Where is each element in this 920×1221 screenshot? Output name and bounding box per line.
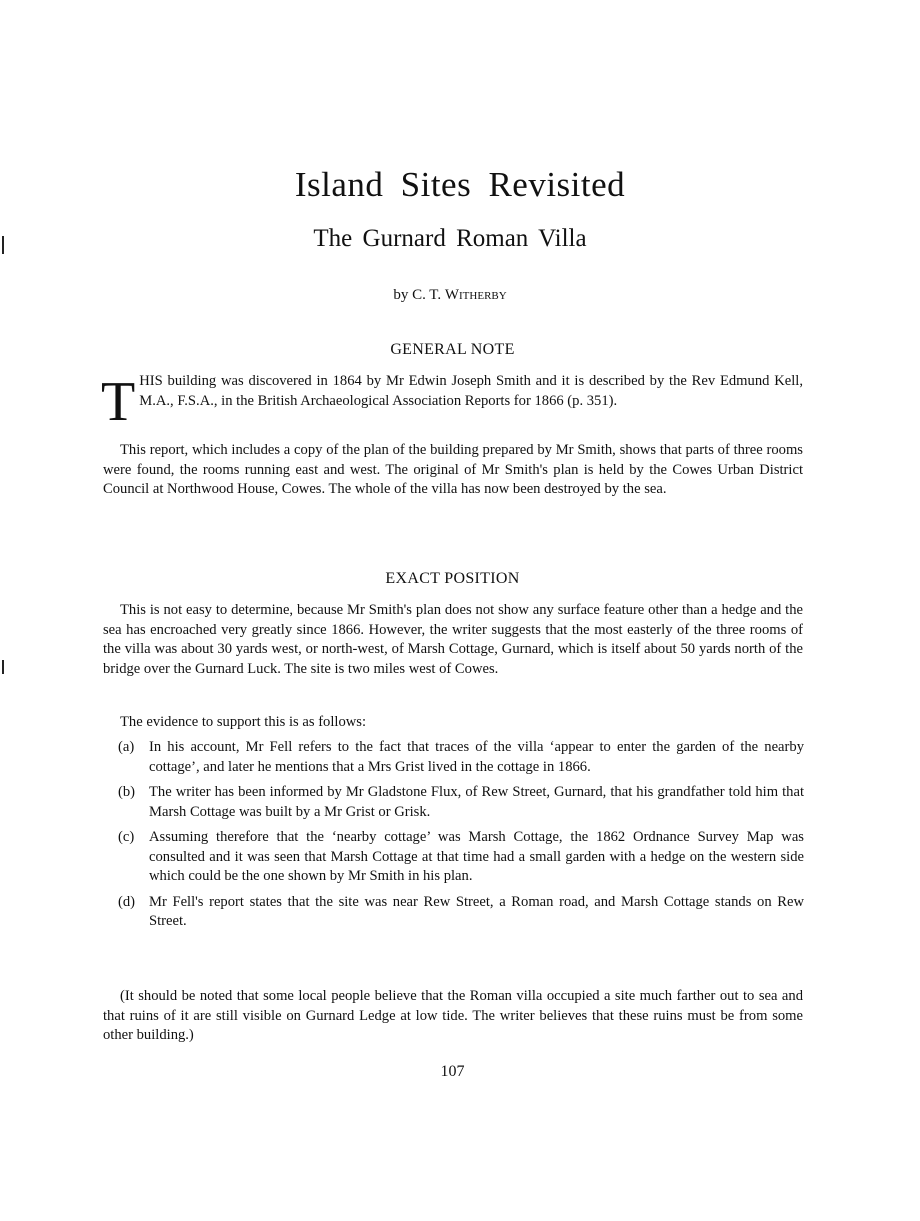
article-title: Island Sites Revisited [294, 165, 626, 204]
author-name: Witherby [444, 287, 507, 303]
evidence-item-marker: (b) [118, 784, 136, 800]
evidence-item [118, 738, 804, 777]
byline-prefix: by C. T. [393, 287, 445, 303]
closing-note: (It should be noted that some local people believe that the Roman villa occupied a site much farther out to sea and that ruins of it are still visible on Gurnard Ledge at low tide. The writer believes that these ruins must be from some other building.) [103, 988, 803, 1043]
section-heading-general-note: GENERAL NOTE [390, 341, 515, 358]
evidence-item-marker: (c) [118, 829, 135, 845]
evidence-list [118, 738, 804, 938]
general-note-paragraph-1-text: HIS building was discovered in 1864 by Mr Edwin Joseph Smith and it is described by the Rev Edmund Kell, M.A., F.S.A., in the British Archaeological Association Reports for 1866 (p. 351). [139, 373, 803, 409]
evidence-item-text: The writer has been informed by Mr Gladstone Flux, of Rew Street, Gurnard, that his grandfather told him that Marsh Cottage was built by a Mr Grist or Grisk. [149, 784, 804, 820]
drop-cap: T [101, 371, 136, 433]
exact-position-paragraph-1: This is not easy to determine, because Mr Smith's plan does not show any surface feature other than a hedge and the sea has encroached very greatly since 1866. However, the writer suggests that the most easterly of the three rooms of the villa was about 30 yards west, or north-west, of Marsh Cottage, Gurnard, which is itself about 50 yards north of the bridge over the Gurnard Luck. The site is two miles west of Cowes. [103, 602, 803, 677]
evidence-item-text: Assuming therefore that the ‘nearby cottage’ was Marsh Cottage, the 1862 Ordnance Survey Map was consulted and it was seen that Marsh Cottage at that time had a small garden with a hedge on the western side which could be the one shown by Mr Smith in his plan. [149, 829, 804, 884]
page-number: 107 [440, 1063, 465, 1080]
article-subtitle: The Gurnard Roman Villa [313, 225, 587, 252]
byline [0, 287, 900, 304]
evidence-item-text: In his account, Mr Fell refers to the fact that traces of the villa ‘appear to enter the garden of the nearby cottage’, and later he mentions that a Mrs Grist lived in the cottage in 1866. [149, 739, 804, 775]
evidence-item [118, 783, 804, 822]
evidence-item-marker: (d) [118, 893, 136, 910]
margin-mark [2, 660, 4, 674]
evidence-item [118, 828, 804, 887]
evidence-item-marker: (a) [118, 739, 135, 755]
general-note-paragraph-1 [101, 371, 803, 433]
section-heading-exact-position: EXACT POSITION [385, 570, 520, 587]
evidence-item-text: Mr Fell's report states that the site was near Rew Street, a Roman road, and Marsh Cottage stands on Rew Street. [149, 893, 804, 929]
evidence-item [118, 893, 804, 932]
evidence-intro: The evidence to support this is as follows: [120, 714, 367, 730]
general-note-paragraph-2: This report, which includes a copy of the plan of the building prepared by Mr Smith, shows that parts of three rooms were found, the rooms running east and west. The original of Mr Smith's plan is held by the Cowes Urban District Council at Northwood House, Cowes. The whole of the villa has now been destroyed by the sea. [103, 442, 803, 497]
